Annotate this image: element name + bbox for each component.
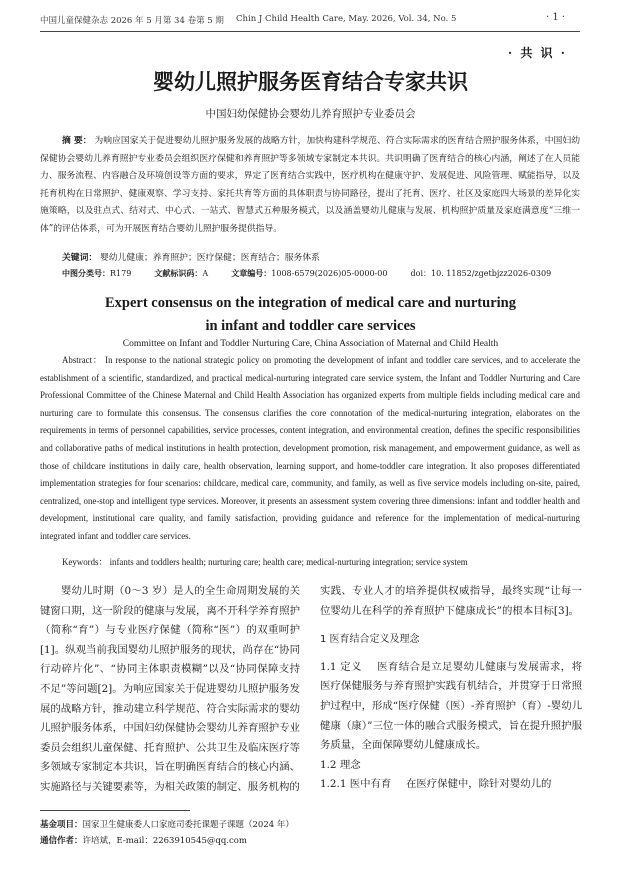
header-rule — [40, 31, 580, 32]
sub-1-1 — [320, 658, 582, 756]
footnote-rule — [40, 810, 190, 811]
fund-text: 国家卫生健康委人口家庭司委托课题子课题（2024 年） — [82, 820, 294, 830]
article-no-value: 1008-6579(2026)05-0000-00 — [271, 269, 388, 278]
doc-code-value: A — [202, 269, 209, 278]
keywords-en-text: infants and toddlers health; nurturing care; health care; medical-nurturing integration; service system — [109, 557, 468, 567]
journal-header-en: Chin J Child Health Care, May. 2026, Vol. 34, No. 5 — [236, 14, 457, 24]
abstract-cn-text: 为响应国家关于促进婴幼儿照护服务发展的战略方针，加快构建科学规范、符合实际需求的医育结合照护服务体系，中国妇幼保健协会婴幼儿养育照护专业委员会组织医疗保健和养育照护等多领域专家制定本共识。共识明确了医育结合的核心内涵，阐述了在人员能力、服务流程、内容融合及环境创设等方面的要求，界定了医育结合实践中，医疗机构在健康守护、发展促进、风险管理、赋能指导，以及托育机构在日常照护、健康观察、学习支持、家托共育等方面的具体职责与协同路径，提出了托育、医疗、社区及家庭四大场景的差异化实施策略，以及驻点式、结对式、中心式、一站式、智慧式五种服务模式，以及涵盖婴幼儿健康与发展、机构照护质量及家庭满意度“三维一体”的评估体系，可为开展医育结合婴幼儿照护服务提供指导。 — [40, 136, 580, 234]
sub-1-1-text: 医育结合是立足婴幼儿健康与发展需求，将医疗保健服务与养育照护实践有机结合，并贯穿于日常照护过程中，形成“医疗保健（医）-养育照护（育）-婴幼儿健康（康）”三位一体的融合式服务模式，旨在提升照护服务质量，全面保障婴幼儿健康成长。 — [320, 660, 582, 752]
keywords-en-label: Keywords： — [62, 557, 108, 567]
sub-1-2: 1.2 理念 — [320, 758, 361, 771]
sub-1-1-label: 1.1 定义 — [320, 660, 362, 673]
title-en-line1: Expert consensus on the integration of medical care and nurturing — [105, 295, 516, 311]
keywords-cn — [40, 250, 580, 268]
journal-header-cn: 中国儿童保健杂志 2026 年 5 月第 34 卷第 5 期 — [40, 16, 224, 26]
keywords-en — [40, 554, 580, 572]
abstract-en-label: Abstract： — [62, 355, 103, 365]
title-en-line2: in infant and toddler care services — [205, 318, 416, 334]
corr-label: 通信作者： — [40, 836, 83, 846]
body-left-paragraph: 婴幼儿时期（0～3 岁）是人的全生命周期发展的关键窗口期，这一阶段的健康与发展，离不开科学养育照护（简称“育”）与专业医疗保健（简称“医”）的双重呵护[1]。纵观当前我国婴幼儿照护服务的现状，尚存在“协同行动碎片化”、“协同主体职责模糊”以及“协同保障支持不足”等问题[2]。为响应国家关于促进婴幼儿照护服务发展的战略方针，推动建立科学规范、符合实际需求的婴幼儿照护服务体系，中国妇幼保健协会婴幼儿养育照护专业委员会组织儿童保健、托育照护、公共卫生及临床医疗等多领域专家制定本共识，旨在明确医育结合的核心内涵、实施路径与关键要素等，为相关政策的制定、服务机构的 — [40, 585, 300, 793]
section-label: · 共 识 · — [508, 46, 567, 60]
author-en: Committee on Infant and Toddler Nurturing Care, China Association of Maternal and Child Health — [122, 339, 499, 349]
title-en — [0, 292, 621, 338]
clc-value: R179 — [110, 269, 132, 278]
meta-line — [62, 268, 551, 279]
abstract-en — [40, 352, 580, 546]
corr-line — [40, 833, 294, 849]
sub-1-2-1 — [320, 775, 582, 795]
body-right-column — [320, 582, 582, 795]
keywords-cn-text: 婴幼儿健康；养育照护；医疗保健；医育结合；服务体系 — [100, 253, 320, 263]
title-cn: 婴幼儿照护服务医育结合专家共识 — [153, 70, 468, 94]
corr-text: 许培斌，E-mail：2263910545@qq.com — [82, 836, 247, 846]
author-cn: 中国妇幼保健协会婴幼儿养育照护专业委员会 — [205, 108, 416, 120]
article-no-label: 文章编号： — [231, 268, 272, 278]
fund-line — [40, 817, 294, 833]
abstract-en-text: In response to the national strategic policy on promoting the development of infant and toddler care services, and to accelerate the establishment of a scientific, standardized, and practical medical-nurturing integrated care service system, the Infant and Toddler Nurturing and Care Professional Committee of the Chinese Maternal and Child Health Association has organized experts from multiple fields including medical care and nurturing care to formulate this consensus. The consensus clarifies the core connotation of the medical-nurturing integration, elaborates on the requirements in terms of personnel capabilities, service processes, content integration, and environmental creation, defines the specific responsibilities and collaborative paths of medical institutions in health protection, development promotion, risk management, and empowerment guidance, as well as those of childcare institutions in daily care, health observation, learning support, and home-toddler care integration. It also proposes differentiated implementation strategies for four scenarios: childcare, medical care, community, and family, as well as five service models including on-site, paired, centralized, one-stop and intelligent type services. Moreover, it presents an assessment system covering three dimensions: infant and toddler health and development, institutional care quality, and family satisfaction, providing guidance and reference for the implementation of medical-nurturing integrated infant and toddler care services. — [40, 355, 581, 541]
sub-1-2-1-label: 1.2.1 医中有育 — [320, 778, 392, 791]
fund-label: 基金项目： — [40, 820, 83, 830]
keywords-cn-label: 关键词： — [62, 253, 98, 263]
clc-label: 中图分类号： — [62, 268, 110, 278]
body-right-intro: 实践、专业人才的培养提供权威指导，最终实现“让每一位婴幼儿在科学的养育照护下健康成长”的根本目标[3]。 — [320, 585, 582, 617]
doc-code-label: 文献标识码： — [154, 268, 203, 278]
footnote — [40, 817, 294, 849]
page-number: · 1 · — [546, 12, 566, 23]
sub-1-2-1-text: 在医疗保健中，除针对婴幼儿的 — [405, 778, 552, 791]
doi: doi：10. 11852/zgetbjzz2026-0309 — [410, 269, 552, 278]
abstract-cn-label: 摘 要： — [62, 136, 92, 146]
section-1-heading: 1 医育结合定义及理念 — [320, 634, 420, 646]
abstract-cn — [40, 133, 580, 239]
